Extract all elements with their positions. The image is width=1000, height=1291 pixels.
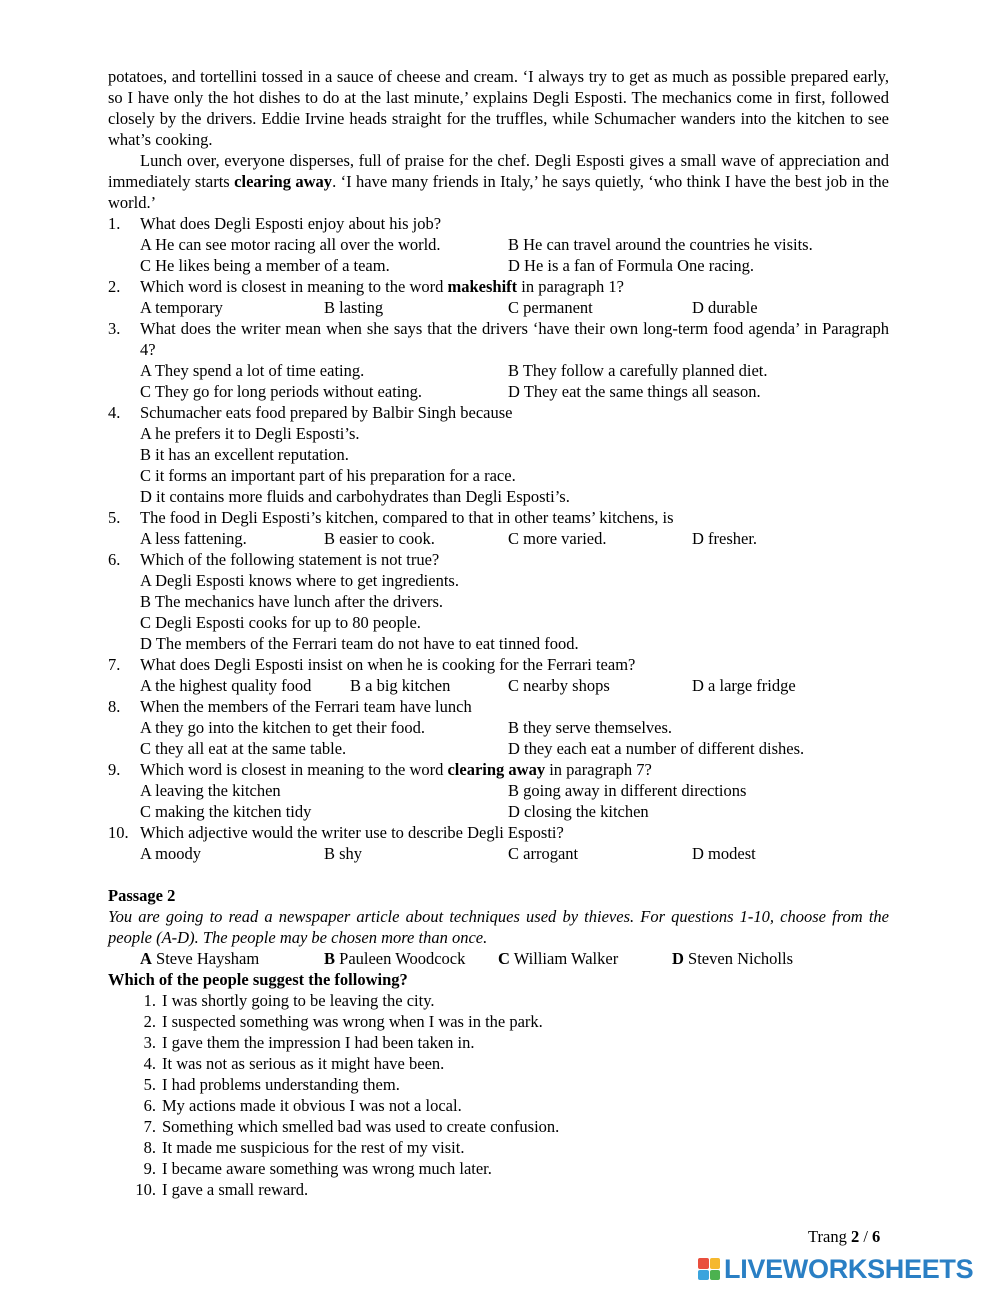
text-run: Which word is closest in meaning to the word: [140, 760, 448, 779]
statement-item: [108, 1137, 889, 1158]
answer-option: A less fattening.: [140, 529, 247, 548]
text-run: Which word is closest in meaning to the word: [140, 277, 448, 296]
answer-option: A temporary: [140, 298, 223, 317]
text-run: What does Degli Esposti insist on when he is cooking for the Ferrari team?: [140, 655, 636, 674]
statement-item: [108, 1011, 889, 1032]
person-name: Steven Nicholls: [683, 949, 793, 968]
statement-item: [108, 1095, 889, 1116]
text-run: Which adjective would the writer use to describe Degli Esposti?: [140, 823, 564, 842]
statement-number: 2.: [143, 1012, 156, 1031]
person-letter: C: [498, 949, 510, 968]
question-text: [140, 696, 889, 717]
person-letter: A: [140, 949, 152, 968]
option-row: [140, 780, 889, 801]
text-run: What does Degli Esposti enjoy about his job?: [140, 214, 442, 233]
question-number: 3.: [108, 319, 121, 338]
paragraph: [108, 66, 889, 150]
bold-term: clearing away: [234, 172, 333, 191]
answer-option: D it contains more fluids and carbohydrates than Degli Esposti’s.: [140, 487, 570, 506]
question: [108, 549, 889, 654]
option-row: [140, 843, 889, 864]
text-run: When the members of the Ferrari team have lunch: [140, 697, 472, 716]
question-number: 9.: [108, 760, 121, 779]
answer-option: C He likes being a member of a team.: [140, 256, 390, 275]
question: [108, 654, 889, 696]
passage1-text: [108, 66, 889, 213]
option-row: [140, 801, 889, 822]
statement-text: I gave them the impression I had been taken in.: [162, 1033, 475, 1052]
page-number: Trang 2 / 6: [808, 1227, 881, 1246]
question-number: 4.: [108, 403, 121, 422]
statement-item: [108, 1074, 889, 1095]
person-option: [140, 948, 259, 969]
option-row: [140, 234, 889, 255]
option-row: [140, 528, 889, 549]
text-run: in paragraph 1?: [517, 277, 624, 296]
answer-option: C Degli Esposti cooks for up to 80 people.: [140, 613, 421, 632]
text-run: Lunch over, everyone disperses, full of praise for the chef. Degli Esposti gives a small wave of appreciation and immediately starts: [108, 151, 889, 191]
statement-text: I suspected something was wrong when I was in the park.: [162, 1012, 543, 1031]
statement-item: [108, 1158, 889, 1179]
question: [108, 213, 889, 276]
logo-tile: [710, 1270, 721, 1281]
answer-option: B easier to cook.: [324, 529, 435, 548]
question-text: [140, 276, 889, 297]
answer-option: A Degli Esposti knows where to get ingredients.: [140, 571, 459, 590]
question-text: [140, 822, 889, 843]
statement-text: It made me suspicious for the rest of my visit.: [162, 1138, 465, 1157]
answer-option: C they all eat at the same table.: [140, 739, 347, 758]
answer-option: D durable: [692, 298, 758, 317]
option-row: [140, 675, 889, 696]
question: [108, 507, 889, 549]
person-name: Steve Haysham: [151, 949, 260, 968]
bold-term: makeshift: [447, 277, 518, 296]
statement-item: [108, 1032, 889, 1053]
logo-tile: [698, 1270, 709, 1281]
passage2-instructions: You are going to read a newspaper article about techniques used by thieves. For questions 1-10, choose from the people (A-D). The people may be chosen more than once.: [108, 907, 889, 947]
answer-option: C making the kitchen tidy: [140, 802, 312, 821]
answer-option: A They spend a lot of time eating.: [140, 361, 365, 380]
answer-option: B lasting: [324, 298, 384, 317]
bold-term: clearing away: [447, 760, 546, 779]
person-option: [672, 948, 793, 969]
statement-text: It was not as serious as it might have been.: [162, 1054, 445, 1073]
answer-option: D they each eat a number of different dishes.: [508, 739, 805, 758]
question-number: 6.: [108, 550, 121, 569]
option-row: [140, 297, 889, 318]
logo-tile: [710, 1258, 721, 1269]
question-number: 1.: [108, 214, 121, 233]
statement-number: 1.: [143, 991, 156, 1010]
answer-option: B it has an excellent reputation.: [140, 445, 349, 464]
question-text: [140, 507, 889, 528]
answer-option: B shy: [324, 844, 363, 863]
answer-option: D He is a fan of Formula One racing.: [508, 256, 755, 275]
paragraph: [108, 150, 889, 213]
statement-number: 9.: [143, 1159, 156, 1178]
text-run: Which of the following statement is not true?: [140, 550, 440, 569]
statement-item: [108, 990, 889, 1011]
option-row: [140, 255, 889, 276]
statement-item: [108, 1053, 889, 1074]
answer-option: C more varied.: [508, 529, 607, 548]
passage1-questions: [108, 213, 889, 864]
question-text: [140, 318, 889, 360]
statement-text: I became aware something was wrong much later.: [162, 1159, 492, 1178]
answer-option: B a big kitchen: [350, 676, 451, 695]
text-run: in paragraph 7?: [545, 760, 652, 779]
answer-option: C permanent: [508, 298, 593, 317]
answer-option: A he prefers it to Degli Esposti’s.: [140, 424, 360, 443]
question: [108, 696, 889, 759]
statement-text: My actions made it obvious I was not a local.: [162, 1096, 462, 1115]
logo-text: LIVEWORKSHEETS: [724, 1253, 974, 1284]
people-list: [140, 948, 889, 969]
person-letter: B: [324, 949, 336, 968]
question: [108, 402, 889, 507]
question-text: [140, 402, 889, 423]
text-run: Schumacher eats food prepared by Balbir Singh because: [140, 403, 513, 422]
question-text: [140, 759, 889, 780]
answer-option: C nearby shops: [508, 676, 610, 695]
statement-number: 10.: [135, 1180, 156, 1199]
question-text: [140, 213, 889, 234]
answer-option: B going away in different directions: [508, 781, 747, 800]
person-name: William Walker: [509, 949, 619, 968]
question-number: 8.: [108, 697, 121, 716]
answer-option: D a large fridge: [692, 676, 796, 695]
question: [108, 318, 889, 402]
option-row: [140, 381, 889, 402]
logo-tile: [698, 1258, 709, 1269]
answer-option: B they serve themselves.: [508, 718, 673, 737]
person-name: Pauleen Woodcock: [335, 949, 466, 968]
question: [108, 276, 889, 318]
question-number: 10.: [108, 823, 129, 842]
option-row: [140, 738, 889, 759]
statement-text: I gave a small reward.: [162, 1180, 309, 1199]
answer-option: A moody: [140, 844, 201, 863]
document-page: [108, 66, 889, 1200]
statement-text: I had problems understanding them.: [162, 1075, 400, 1094]
question: [108, 759, 889, 822]
question-number: 7.: [108, 655, 121, 674]
statement-number: 3.: [143, 1033, 156, 1052]
text-run: . ‘I have many friends in Italy,’ he says quietly, ‘who think I have the best job in the world.’: [108, 172, 889, 212]
answer-option: B They follow a carefully planned diet.: [508, 361, 768, 380]
person-letter: D: [672, 949, 684, 968]
answer-option: D closing the kitchen: [508, 802, 649, 821]
answer-option: B The mechanics have lunch after the drivers.: [140, 592, 443, 611]
question-text: [140, 654, 889, 675]
person-option: [324, 948, 465, 969]
answer-option: B He can travel around the countries he visits.: [508, 235, 813, 254]
answer-option: C They go for long periods without eating.: [140, 382, 422, 401]
statement-number: 5.: [143, 1075, 156, 1094]
answer-option: A He can see motor racing all over the world.: [140, 235, 441, 254]
answer-option: C it forms an important part of his preparation for a race.: [140, 466, 516, 485]
answer-option: C arrogant: [508, 844, 579, 863]
text-run: The food in Degli Esposti’s kitchen, compared to that in other teams’ kitchens, is: [140, 508, 674, 527]
statement-text: I was shortly going to be leaving the city.: [162, 991, 435, 1010]
answer-option: A the highest quality food: [140, 676, 312, 695]
text-run: potatoes, and tortellini tossed in a sauce of cheese and cream. ‘I always try to get as much as possible prepared early, so I have only the hot dishes to do at the last minute,’ explains Degli Esposti. The mechanics come in first, followed closely by the drivers. Eddie Irvine heads straight for the truffles, while Schumacher wanders into the kitchen to see what’s cooking.: [108, 67, 889, 149]
statement-number: 4.: [143, 1054, 156, 1073]
answer-option: A they go into the kitchen to get their food.: [140, 718, 426, 737]
answer-option: D fresher.: [692, 529, 758, 548]
passage2-title: Passage 2: [108, 886, 176, 905]
statement-number: 8.: [143, 1138, 156, 1157]
answer-option: A leaving the kitchen: [140, 781, 281, 800]
question-number: 2.: [108, 277, 121, 296]
statement-list: [108, 990, 889, 1200]
statement-item: [108, 1116, 889, 1137]
statement-text: Something which smelled bad was used to create confusion.: [162, 1117, 560, 1136]
liveworksheets-logo: [698, 1254, 973, 1284]
answer-option: D They eat the same things all season.: [508, 382, 761, 401]
question: [108, 822, 889, 864]
option-row: [140, 360, 889, 381]
answer-option: D modest: [692, 844, 756, 863]
option-row: [140, 717, 889, 738]
passage2-prompt: Which of the people suggest the following?: [108, 970, 408, 989]
text-run: What does the writer mean when she says that the drivers ‘have their own long-term food agenda’ in Paragraph 4?: [140, 319, 889, 359]
person-option: [498, 948, 618, 969]
logo-icon: [698, 1258, 720, 1280]
question-text: [140, 549, 889, 570]
statement-item: [108, 1179, 889, 1200]
statement-number: 7.: [143, 1117, 156, 1136]
question-number: 5.: [108, 508, 121, 527]
statement-number: 6.: [143, 1096, 156, 1115]
answer-option: D The members of the Ferrari team do not have to eat tinned food.: [140, 634, 579, 653]
